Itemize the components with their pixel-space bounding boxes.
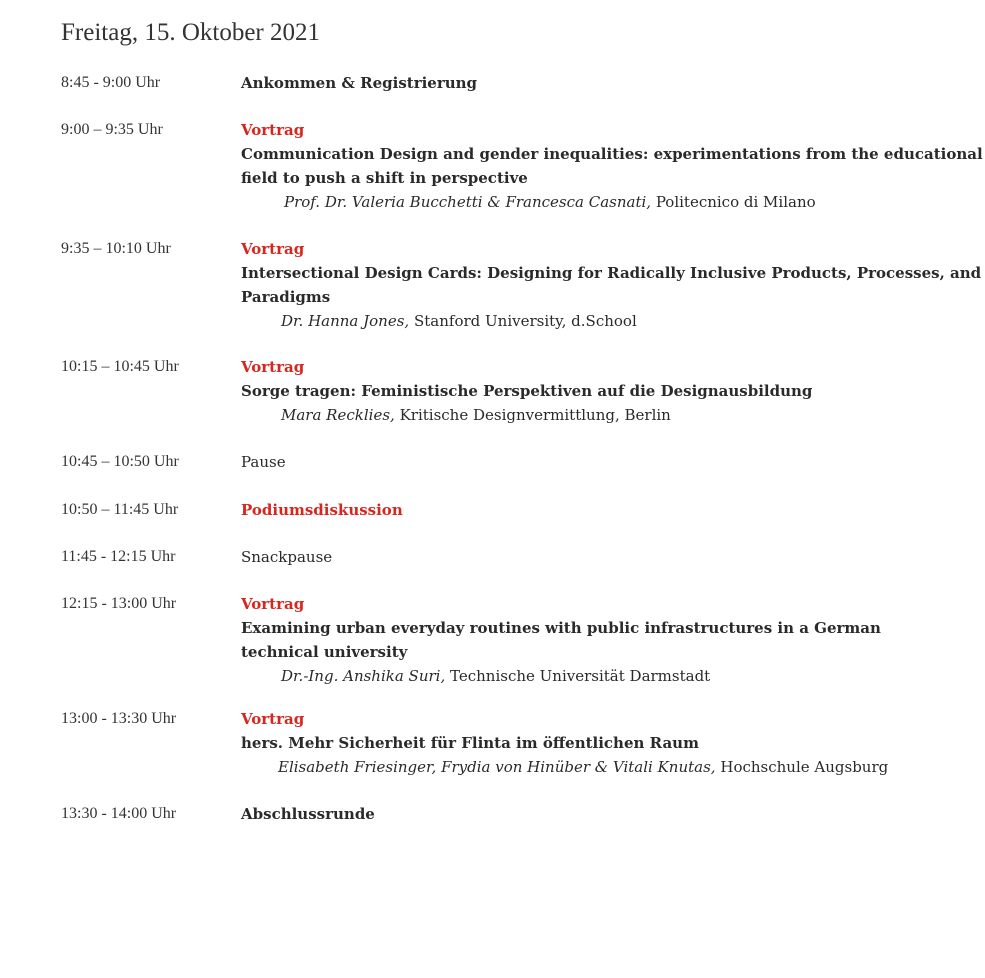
- entry-time: 11:45 - 12:15 Uhr: [61, 548, 176, 565]
- speaker-names: Mara Recklies,: [281, 406, 395, 424]
- entry-title-line: hers. Mehr Sicherheit für Flinta im öffentlichen Raum: [241, 734, 699, 752]
- entry-content: [241, 498, 971, 522]
- entry-title-line: field to push a shift in perspective: [241, 169, 528, 187]
- entry-break: Snackpause: [241, 548, 333, 566]
- entry-type: Vortrag: [241, 710, 305, 728]
- entry-content: [241, 707, 971, 779]
- entry-content: [241, 71, 971, 95]
- speaker-names: Prof. Dr. Valeria Bucchetti & Francesca Casnati,: [284, 193, 652, 211]
- entry-time: 8:45 - 9:00 Uhr: [61, 74, 161, 91]
- entry-content: [241, 237, 982, 333]
- entry-content: [241, 592, 971, 688]
- entry-time: 13:30 - 14:00 Uhr: [61, 805, 177, 822]
- entry-content: [241, 802, 971, 826]
- entry-content: [241, 545, 971, 569]
- entry-title-line: Sorge tragen: Feministische Perspektiven auf die Designausbildung: [241, 382, 813, 400]
- entry-time: 10:45 – 10:50 Uhr: [61, 453, 179, 470]
- speaker-affiliation: Technische Universität Darmstadt: [450, 667, 711, 685]
- entry-type: Vortrag: [241, 358, 305, 376]
- entry-time: 9:35 – 10:10 Uhr: [61, 240, 171, 257]
- entry-time: 10:15 – 10:45 Uhr: [61, 358, 179, 375]
- entry-title-line: technical university: [241, 643, 408, 661]
- entry-type: Vortrag: [241, 240, 305, 258]
- entry-time: 10:50 – 11:45 Uhr: [61, 501, 179, 518]
- entry-time: 12:15 - 13:00 Uhr: [61, 595, 177, 612]
- speaker-affiliation: Hochschule Augsburg: [720, 758, 889, 776]
- entry-type: Vortrag: [241, 121, 305, 139]
- entry-break: Pause: [241, 453, 286, 471]
- day-heading: Freitag, 15. Oktober 2021: [61, 19, 320, 46]
- entry-title: Abschlussrunde: [241, 805, 375, 823]
- speaker-names: Dr.-Ing. Anshika Suri,: [281, 667, 446, 685]
- entry-content: [241, 355, 971, 427]
- entry-content: [241, 450, 971, 474]
- entry-title-line: Communication Design and gender inequalities: experimentations from the educational: [241, 145, 983, 163]
- entry-speaker-line: [241, 664, 971, 688]
- speaker-names: Dr. Hanna Jones,: [281, 312, 410, 330]
- entry-speaker-line: [241, 403, 971, 427]
- entry-type: Podiumsdiskussion: [241, 501, 403, 519]
- speaker-names: Elisabeth Friesinger, Frydia von Hinüber & Vitali Knutas,: [278, 758, 716, 776]
- entry-time: 13:00 - 13:30 Uhr: [61, 710, 177, 727]
- speaker-affiliation: Politecnico di Milano: [655, 193, 816, 211]
- speaker-affiliation: Stanford University, d.School: [413, 312, 637, 330]
- entry-title: Ankommen & Registrierung: [241, 74, 478, 92]
- entry-speaker-line: [241, 309, 971, 333]
- entry-title-line: Intersectional Design Cards: Designing for Radically Inclusive Products, Processes, and: [241, 264, 982, 282]
- entry-speaker-line: [241, 755, 971, 779]
- speaker-affiliation: Kritische Designvermittlung, Berlin: [399, 406, 671, 424]
- entry-title-line: Examining urban everyday routines with public infrastructures in a German: [241, 619, 881, 637]
- entry-title-line: Paradigms: [241, 288, 331, 306]
- entry-speaker-line: [241, 190, 971, 214]
- entry-time: 9:00 – 9:35 Uhr: [61, 121, 163, 138]
- entry-content: [241, 118, 983, 214]
- entry-type: Vortrag: [241, 595, 305, 613]
